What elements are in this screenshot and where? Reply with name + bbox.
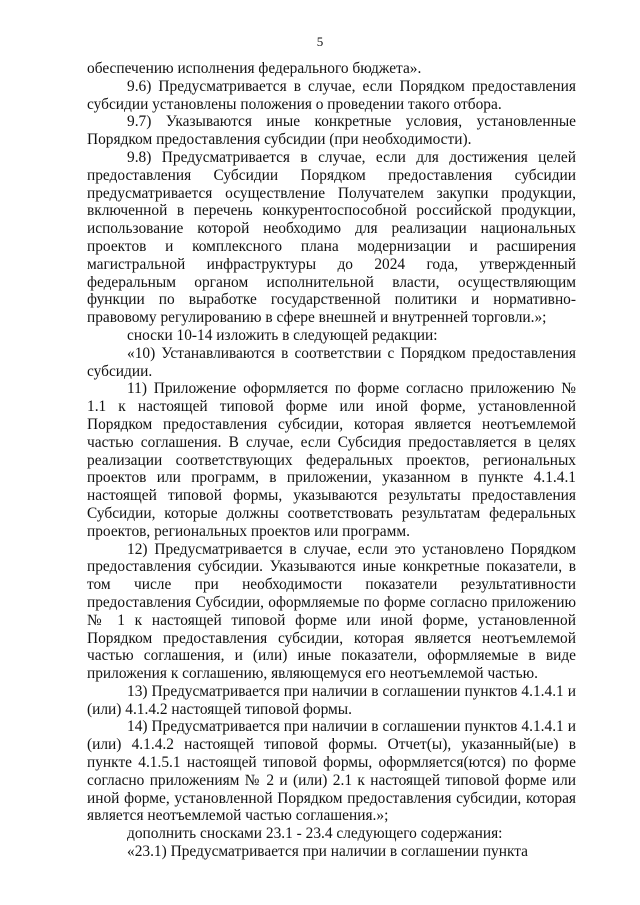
paragraph: 12) Предусматривается в случае, если это установлено Порядком предоставления субсидии. Указываются иные конкретные показатели, в том числе при необходимости показатели результативности предоставления Субсидии, оформляемые по форме согласно приложению № 1 к настоящей типовой форме или иной форме, установленной Порядком предоставления субсидии, которая является неотъемлемой частью соглашения, и (или) иные показатели, оформляемые в виде приложения к соглашению, являющемуся его неотъемлемой частью. xyxy=(87,540,576,683)
document-body xyxy=(87,60,576,861)
paragraph: 11) Приложение оформляется по форме согласно приложению № 1.1 к настоящей типовой форме или иной форме, установленной Порядком предоставления субсидии, которая является неотъемлемой частью соглашения. В случае, если Субсидия предоставляется в целях реализации соответствующих федеральных проектов, региональных проектов или программ, в приложении, указанном в пункте 4.1.4.1 настоящей типовой формы, указываются результаты предоставления Субсидии, которые должны соответствовать результатам федеральных проектов, региональных проектов или программ. xyxy=(87,380,576,540)
paragraph: 9.7) Указываются иные конкретные условия, установленные Порядком предоставления субсидии (при необходимости). xyxy=(87,113,576,149)
paragraph: дополнить сносками 23.1 - 23.4 следующего содержания: xyxy=(127,825,503,843)
page-number: 5 xyxy=(316,34,324,49)
paragraph: сноски 10-14 изложить в следующей редакции: xyxy=(127,326,438,344)
paragraph: 9.6) Предусматривается в случае, если Порядком предоставления субсидии установлены положения о проведении такого отбора. xyxy=(87,77,576,113)
paragraph: «23.1) Предусматривается при наличии в соглашении пункта xyxy=(127,843,529,861)
paragraph: «10) Устанавливаются в соответствии с Порядком предоставления субсидии. xyxy=(87,344,576,380)
paragraph: 9.8) Предусматривается в случае, если для достижения целей предоставления Субсидии Порядком предоставления субсидии предусматривается осуществление Получателем закупки продукции, включенной в перечень конкурентоспособной российской продукции, использование которой необходимо для реализации национальных проектов и комплексного плана модернизации и расширения магистральной инфраструктуры до 2024 года, утвержденный федеральным органом исполнительной власти, осуществляющим функции по выработке государственной политики и нормативно-правовому регулированию в сфере внешней и внутренней торговли.»; xyxy=(87,148,576,327)
paragraph: обеспечению исполнения федерального бюджета». xyxy=(87,60,422,77)
paragraph: 14) Предусматривается при наличии в соглашении пунктов 4.1.4.1 и (или) 4.1.4.2 настоящей типовой формы. Отчет(ы), указанный(ые) в пункте 4.1.5.1 настоящей типовой формы, оформляется(ются) по форме согласно приложениям № 2 и (или) 2.1 к настоящей типовой форме или иной форме, установленной Порядком предоставления субсидии, которая является неотъемлемой частью соглашения.»; xyxy=(87,718,576,825)
paragraph: 13) Предусматривается при наличии в соглашении пунктов 4.1.4.1 и (или) 4.1.4.2 настоящей типовой формы. xyxy=(87,682,576,718)
